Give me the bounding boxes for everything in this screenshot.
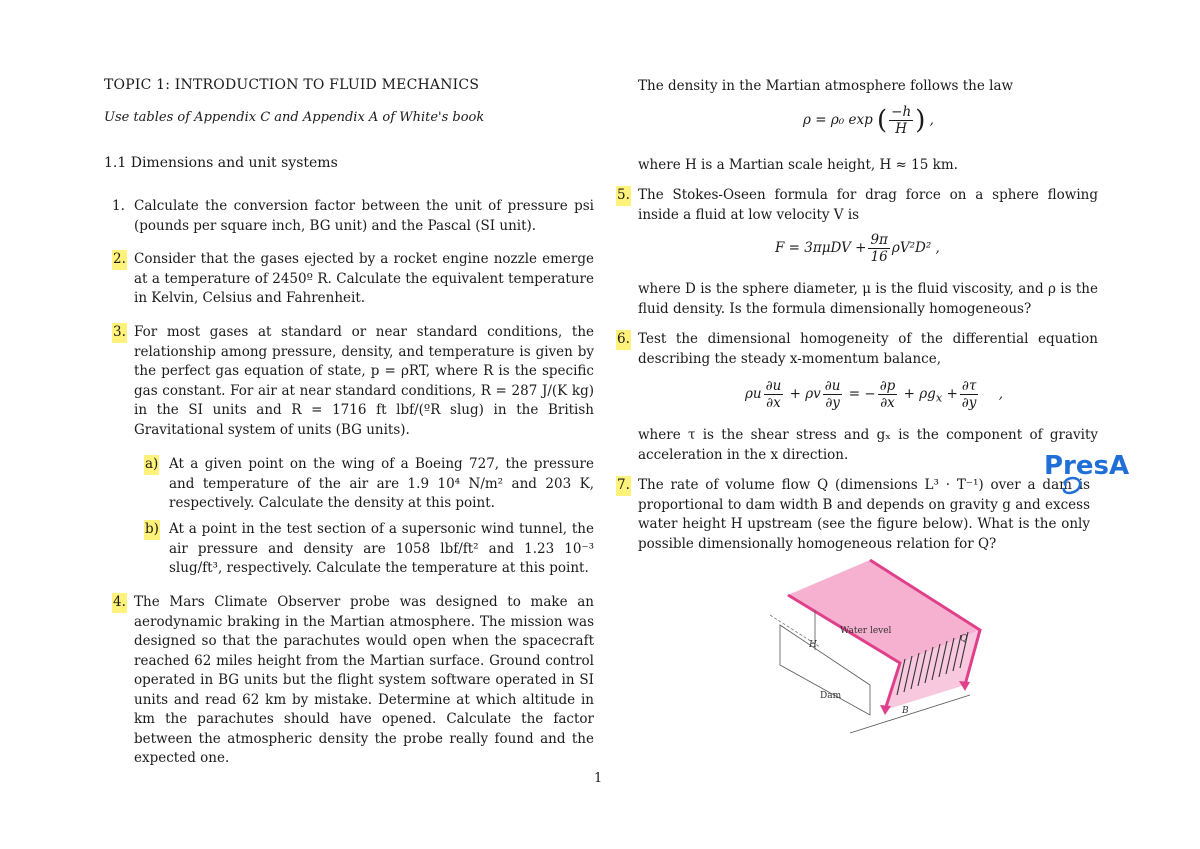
problem-number: 3. (112, 323, 127, 343)
drag-definitions: where D is the sphere diameter, μ is the fluid viscosity, and ρ is the fluid density. Is the formula dimensionally homogeneous? (638, 281, 1098, 317)
problem-text: Calculate the conversion factor between the unit of pressure psi (pounds per square inch, BG unit) and the Pascal (SI unit). (134, 198, 594, 234)
problem-6 (616, 330, 1098, 369)
subproblem-text: At a point in the test section of a supersonic wind tunnel, the air pressure and density are 1058 lbf/ft² and 1.23 10⁻³ slug/ft³, respectively. Calculate the temperature at this point. (169, 521, 594, 576)
problem-number: 4. (112, 593, 127, 613)
problem-number: 6. (616, 330, 631, 350)
eq-subscript: x (935, 391, 943, 405)
dam-body (780, 625, 870, 715)
problem-text: Test the dimensional homogeneity of the differential equation describing the steady x-momentum balance, (638, 331, 1098, 367)
problem-text: Consider that the gases ejected by a rocket engine nozzle emerge at a temperature of 2450º R. Calculate the equivalent temperature in Kelvin, Celsius and Fahrenheit. (134, 251, 594, 306)
eq-tail: , (998, 386, 1003, 402)
b-label: B (902, 706, 909, 716)
subproblem-label: b) (144, 520, 160, 540)
h-label: H (809, 640, 817, 650)
eq-term: ρu (745, 386, 762, 402)
problem-3 (112, 323, 594, 440)
problem-number: 7. (616, 476, 631, 496)
problem-4 (112, 593, 594, 769)
problem-number: 5. (616, 186, 631, 206)
eq-tail: ρV²D² , (891, 240, 940, 256)
equation-density (803, 104, 934, 137)
paren-right: ) (915, 105, 926, 136)
eq-tail: , (929, 112, 934, 128)
page-subtitle: Use tables of Appendix C and Appendix A of White's book (104, 110, 485, 125)
martian-density-intro: The density in the Martian atmosphere follows the law (638, 78, 1014, 94)
eq-term: + ρg (903, 386, 936, 402)
paren-left: ( (877, 105, 888, 136)
subproblem-text: At a given point on the wing of a Boeing 727, the pressure and temperature of the air are 1.9 10⁴ N/m² and 203 K, respectively. Calculate the density at this point. (169, 456, 594, 511)
eq-term: + (942, 386, 958, 402)
water-level-label: Water level (840, 626, 892, 636)
problem-7 (616, 476, 1098, 554)
eq-lhs: F = 3πμDV + (775, 240, 867, 256)
problem-text: The rate of volume flow Q (dimensions L³ · T⁻¹) over a dam is proportional to dam width B and depends on gravity g and excess water height H upstream (see the figure below). What is the only possible dimensionally homogeneous relation for Q? (638, 477, 1090, 552)
fraction-denominator: H (895, 121, 908, 137)
fraction (823, 378, 843, 411)
fraction (868, 232, 889, 265)
eq-term: = − (848, 386, 876, 402)
problem-text: For most gases at standard or near standard conditions, the relationship among pressure, density, and temperature is given by the perfect gas equation of state, p = ρRT, where R is the specific gas constant. For air at near standard conditions, R = 287 J/(K kg) in the SI units and R = 1716 ft lbf/(ºR slug) in the British Gravitational system of units (BG units). (134, 324, 594, 438)
fraction-numerator: 9π (870, 232, 888, 248)
fraction-numerator: −h (891, 104, 912, 120)
problem-number: 2. (112, 250, 127, 270)
handwritten-annotation (1040, 452, 1150, 502)
problem-2 (112, 250, 594, 309)
fraction (764, 378, 784, 411)
problem-text: The Mars Climate Observer probe was designed to make an aerodynamic braking in the Martian atmosphere. The mission was designed so that the parachutes would open when the spacecraft reached 62 miles height from the Martian surface. Ground control operated in BG units but the flight system software operated in SI units and read 62 km by mistake. Determine at which altitude in km the parachutes should have opened. Calculate the factor between the atmospheric density the probe really found and the expected one. (134, 594, 594, 766)
fraction-denominator: ∂y (961, 395, 977, 411)
fraction-numerator: ∂u (824, 378, 841, 394)
problem-text: The Stokes-Oseen formula for drag force on a sphere flowing inside a fluid at low velocity V is (638, 187, 1098, 223)
eq-lhs: ρ = ρ₀ exp (803, 112, 873, 128)
fraction-numerator: ∂τ (960, 378, 979, 395)
fraction (889, 104, 913, 137)
page-number: 1 (594, 771, 603, 786)
section-heading: 1.1 Dimensions and unit systems (104, 155, 338, 171)
fraction-denominator: ∂x (880, 395, 895, 411)
fraction-denominator: 16 (870, 249, 888, 265)
equation-drag (775, 232, 940, 265)
subproblem-label: a) (144, 455, 159, 475)
arrowhead-left (880, 705, 891, 715)
problem-number: 1. (112, 198, 125, 214)
dam-label: Dam (820, 691, 842, 701)
problem-3b (144, 520, 594, 579)
momentum-definitions: where τ is the shear stress and gₓ is the component of gravity acceleration in the x direction. (638, 427, 1098, 463)
problem-3a (144, 455, 594, 514)
problem-1 (112, 197, 594, 236)
eq-term: + ρv (789, 386, 821, 402)
fraction (878, 378, 898, 411)
dam-figure (760, 555, 1000, 740)
page-title: TOPIC 1: INTRODUCTION TO FLUID MECHANICS (104, 77, 480, 93)
q-label: Q (960, 634, 968, 644)
problem-5 (616, 186, 1098, 225)
scale-height-text: where H is a Martian scale height, H ≈ 15 km. (638, 157, 958, 173)
handwritten-text: PresA (1044, 452, 1130, 481)
fraction-denominator: ∂x (766, 395, 781, 411)
fraction (960, 378, 979, 411)
fraction-denominator: ∂y (825, 395, 840, 411)
fraction-numerator: ∂p (879, 378, 896, 394)
fraction-numerator: ∂u (765, 378, 782, 394)
equation-momentum (745, 378, 1003, 411)
